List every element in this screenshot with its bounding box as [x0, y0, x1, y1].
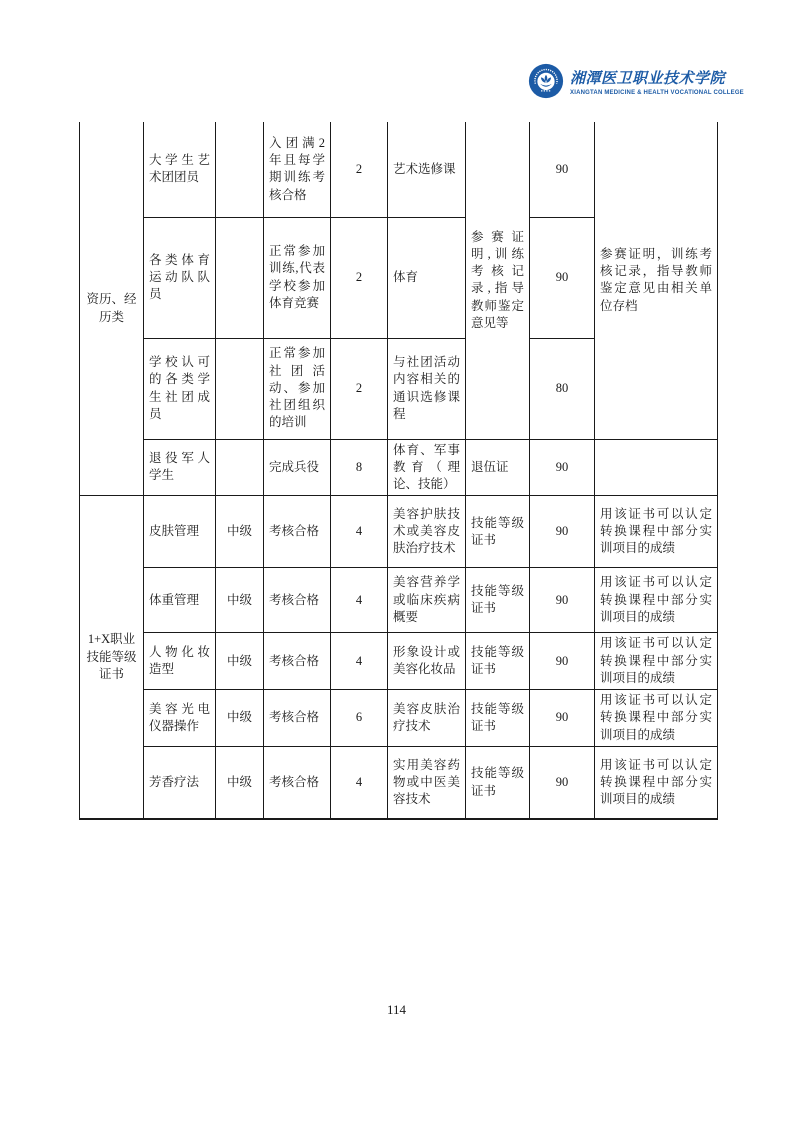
cell-credits: 8 — [331, 439, 388, 496]
cell-course: 美容营养学或临床疾病概要 — [388, 568, 466, 633]
cell-course: 美容皮肤治疗技术 — [388, 690, 466, 747]
cell-credits: 4 — [331, 633, 388, 690]
cell-remark: 用该证书可以认定转换课程中部分实训项目的成绩 — [595, 746, 718, 819]
cell-certificate: 技能等级证书 — [466, 746, 530, 819]
cell-remark: 用该证书可以认定转换课程中部分实训项目的成绩 — [595, 690, 718, 747]
cell-item: 芳香疗法 — [144, 746, 216, 819]
cell-credits: 4 — [331, 568, 388, 633]
cell-score: 90 — [530, 439, 595, 496]
cell-credits: 2 — [331, 217, 388, 338]
cell-score: 90 — [530, 568, 595, 633]
cell-level: 中级 — [216, 633, 264, 690]
cell-certificate: 技能等级证书 — [466, 633, 530, 690]
cell-score: 90 — [530, 746, 595, 819]
cell-level: 中级 — [216, 496, 264, 568]
cell-condition: 考核合格 — [264, 568, 331, 633]
cell-item: 各类体育运动队队员 — [144, 217, 216, 338]
cell-item: 学校认可的各类学生社团成员 — [144, 338, 216, 439]
cell-condition: 考核合格 — [264, 690, 331, 747]
college-seal-icon — [528, 63, 564, 99]
cell-condition: 正常参加社团活动、参加社团组织的培训 — [264, 338, 331, 439]
college-name-block — [570, 67, 744, 96]
cell-level — [216, 122, 264, 217]
cell-course: 体育、军事教育（理论、技能） — [388, 439, 466, 496]
credit-conversion-table — [79, 122, 718, 820]
cell-credits: 4 — [331, 496, 388, 568]
cell-condition: 正常参加训练,代表学校参加体育竞赛 — [264, 217, 331, 338]
cell-certificate: 技能等级证书 — [466, 496, 530, 568]
cell-condition: 考核合格 — [264, 633, 331, 690]
cell-condition: 考核合格 — [264, 496, 331, 568]
cell-remark-merged: 参赛证明，训练考核记录，指导教师鉴定意见由相关单位存档 — [595, 122, 718, 439]
cell-level: 中级 — [216, 746, 264, 819]
cell-item: 体重管理 — [144, 568, 216, 633]
cell-course: 艺术选修课 — [388, 122, 466, 217]
cell-level — [216, 217, 264, 338]
cell-condition: 考核合格 — [264, 746, 331, 819]
cell-condition: 完成兵役 — [264, 439, 331, 496]
cell-level — [216, 439, 264, 496]
cell-score: 90 — [530, 122, 595, 217]
cell-score: 80 — [530, 338, 595, 439]
cell-score: 90 — [530, 690, 595, 747]
cell-level: 中级 — [216, 568, 264, 633]
cell-credits: 6 — [331, 690, 388, 747]
cell-certificate: 技能等级证书 — [466, 568, 530, 633]
cell-course: 实用美容药物或中医美容技术 — [388, 746, 466, 819]
cell-course: 与社团活动内容相关的通识选修课程 — [388, 338, 466, 439]
college-name-en: XIANGTAN MEDICINE & HEALTH VOCATIONAL COLLEGE — [570, 89, 744, 96]
cell-certificate-merged: 参赛证明,训练考核记录,指导教师鉴定意见等 — [466, 122, 530, 439]
cell-remark: 用该证书可以认定转换课程中部分实训项目的成绩 — [595, 496, 718, 568]
cell-level — [216, 338, 264, 439]
cell-condition: 入团满2年且每学期训练考核合格 — [264, 122, 331, 217]
cell-item: 美容光电仪器操作 — [144, 690, 216, 747]
college-logo — [528, 63, 744, 99]
cell-category-qualification: 资历、经历类 — [80, 122, 144, 496]
cell-course: 体育 — [388, 217, 466, 338]
cell-item: 退役军人学生 — [144, 439, 216, 496]
cell-score: 90 — [530, 633, 595, 690]
page-number: 114 — [386, 1002, 407, 1017]
cell-score: 90 — [530, 496, 595, 568]
cell-item: 皮肤管理 — [144, 496, 216, 568]
cell-credits: 4 — [331, 746, 388, 819]
cell-remark: 用该证书可以认定转换课程中部分实训项目的成绩 — [595, 568, 718, 633]
cell-remark: 用该证书可以认定转换课程中部分实训项目的成绩 — [595, 633, 718, 690]
cell-category-1x-certificate: 1+X职业技能等级证书 — [80, 496, 144, 820]
cell-course: 形象设计或美容化妆品 — [388, 633, 466, 690]
cell-certificate: 技能等级证书 — [466, 690, 530, 747]
cell-credits: 2 — [331, 122, 388, 217]
cell-remark — [595, 439, 718, 496]
college-name-cn: 湘潭医卫职业技术学院 — [570, 68, 726, 87]
cell-certificate: 退伍证 — [466, 439, 530, 496]
cell-item: 大学生艺术团团员 — [144, 122, 216, 217]
cell-score: 90 — [530, 217, 595, 338]
cell-course: 美容护肤技术或美容皮肤治疗技术 — [388, 496, 466, 568]
cell-item: 人物化妆造型 — [144, 633, 216, 690]
cell-credits: 2 — [331, 338, 388, 439]
cell-level: 中级 — [216, 690, 264, 747]
